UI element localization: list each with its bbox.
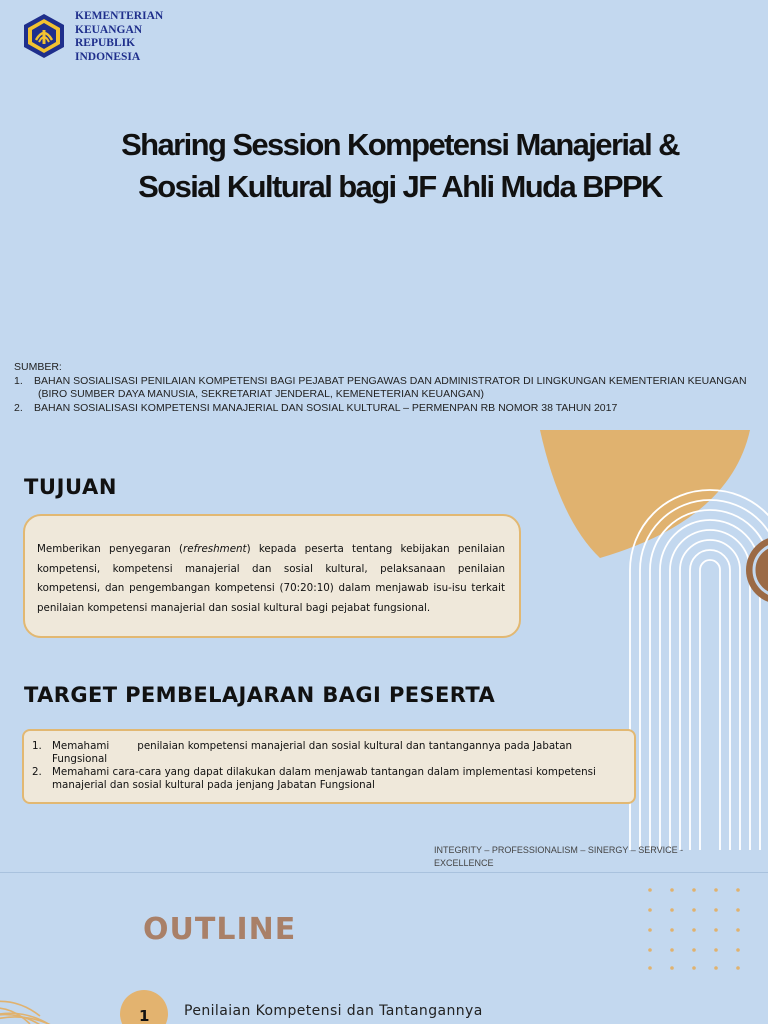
target-lead: Memahami bbox=[52, 740, 110, 752]
outline-number: 1 bbox=[139, 1007, 150, 1024]
target-heading: TARGET PEMBELAJARAN BAGI PESERTA bbox=[24, 683, 496, 707]
tujuan-text-italic: refreshment bbox=[183, 543, 247, 555]
org-line: KEUANGAN bbox=[75, 23, 143, 36]
org-line: INDONESIA bbox=[75, 50, 141, 63]
organization-name bbox=[75, 10, 163, 64]
source-text: BAHAN SOSIALISASI PENILAIAN KOMPETENSI BAGI PEJABAT PENGAWAS DAN ADMINISTRATOR DI LINGKUNGAN KEMENTERIAN KEUANGAN bbox=[34, 374, 747, 387]
target-number: 2. bbox=[32, 766, 42, 778]
ministry-logo bbox=[20, 12, 68, 60]
source-text: BAHAN SOSIALISASI KOMPETENSI MANAJERIAL DAN SOSIAL KULTURAL – PERMENPAN RB NOMOR 38 TAHUN 2017 bbox=[34, 401, 618, 414]
target-text: Memahami cara-cara yang dapat dilakukan dalam menjawab tantangan dalam implementasi kompetensi manajerial dan sosial kultural pada jenjang Jabatan Fungsional bbox=[52, 766, 596, 791]
slide-divider bbox=[0, 872, 768, 873]
outline-item: Penilaian Kompetensi dan Tantangannya bbox=[184, 1003, 483, 1019]
target-text: penilaian kompetensi manajerial dan sosial kultural dan tantangannya pada Jabatan Fungsional bbox=[52, 740, 573, 765]
tujuan-card bbox=[23, 514, 521, 638]
target-card bbox=[22, 729, 636, 804]
tujuan-heading: TUJUAN bbox=[24, 475, 118, 499]
target-number: 1. bbox=[32, 740, 42, 752]
tujuan-text-start: Memberikan penyegaran ( bbox=[37, 543, 184, 555]
source-number: 1. bbox=[14, 374, 23, 387]
sources-block bbox=[14, 361, 747, 415]
org-line: KEMENTERIAN bbox=[75, 10, 164, 22]
target-item bbox=[32, 740, 626, 766]
source-item bbox=[14, 375, 747, 389]
source-number: 2. bbox=[14, 401, 23, 414]
target-item bbox=[32, 766, 626, 792]
outline-heading: OUTLINE bbox=[143, 912, 297, 947]
tujuan-text-end: ) kepada peserta tentang kebijakan penilaian kompetensi, kompetensi manajerial dan sosial kultural, pelaksanaan penilaian kompetensi, dan pengembangan kompetensi (70:20:10) dalam menjawab isu-isu terkait penilaian kompetensi manajerial dan sosial kultural bagi pejabat fungsional. bbox=[37, 543, 505, 614]
source-item bbox=[14, 402, 747, 416]
org-line: REPUBLIK bbox=[75, 37, 136, 49]
title-line-1: Sharing Session Kompetensi Manajerial & bbox=[121, 127, 679, 162]
title-line-2: Sosial Kultural bagi JF Ahli Muda BPPK bbox=[138, 169, 662, 204]
footer-motto: INTEGRITY – PROFESSIONALISM – SINERGY – SERVICE - EXCELLENCE bbox=[434, 845, 684, 868]
decorative-arcs-left bbox=[0, 872, 80, 1024]
sources-label: SUMBER: bbox=[14, 361, 62, 373]
source-text: (BIRO SUMBER DAYA MANUSIA, SEKRETARIAT JENDERAL, KEMENETERIAN KEUANGAN) bbox=[38, 388, 484, 400]
decorative-dots bbox=[640, 880, 750, 980]
page-title bbox=[40, 124, 760, 208]
source-item bbox=[14, 388, 747, 402]
